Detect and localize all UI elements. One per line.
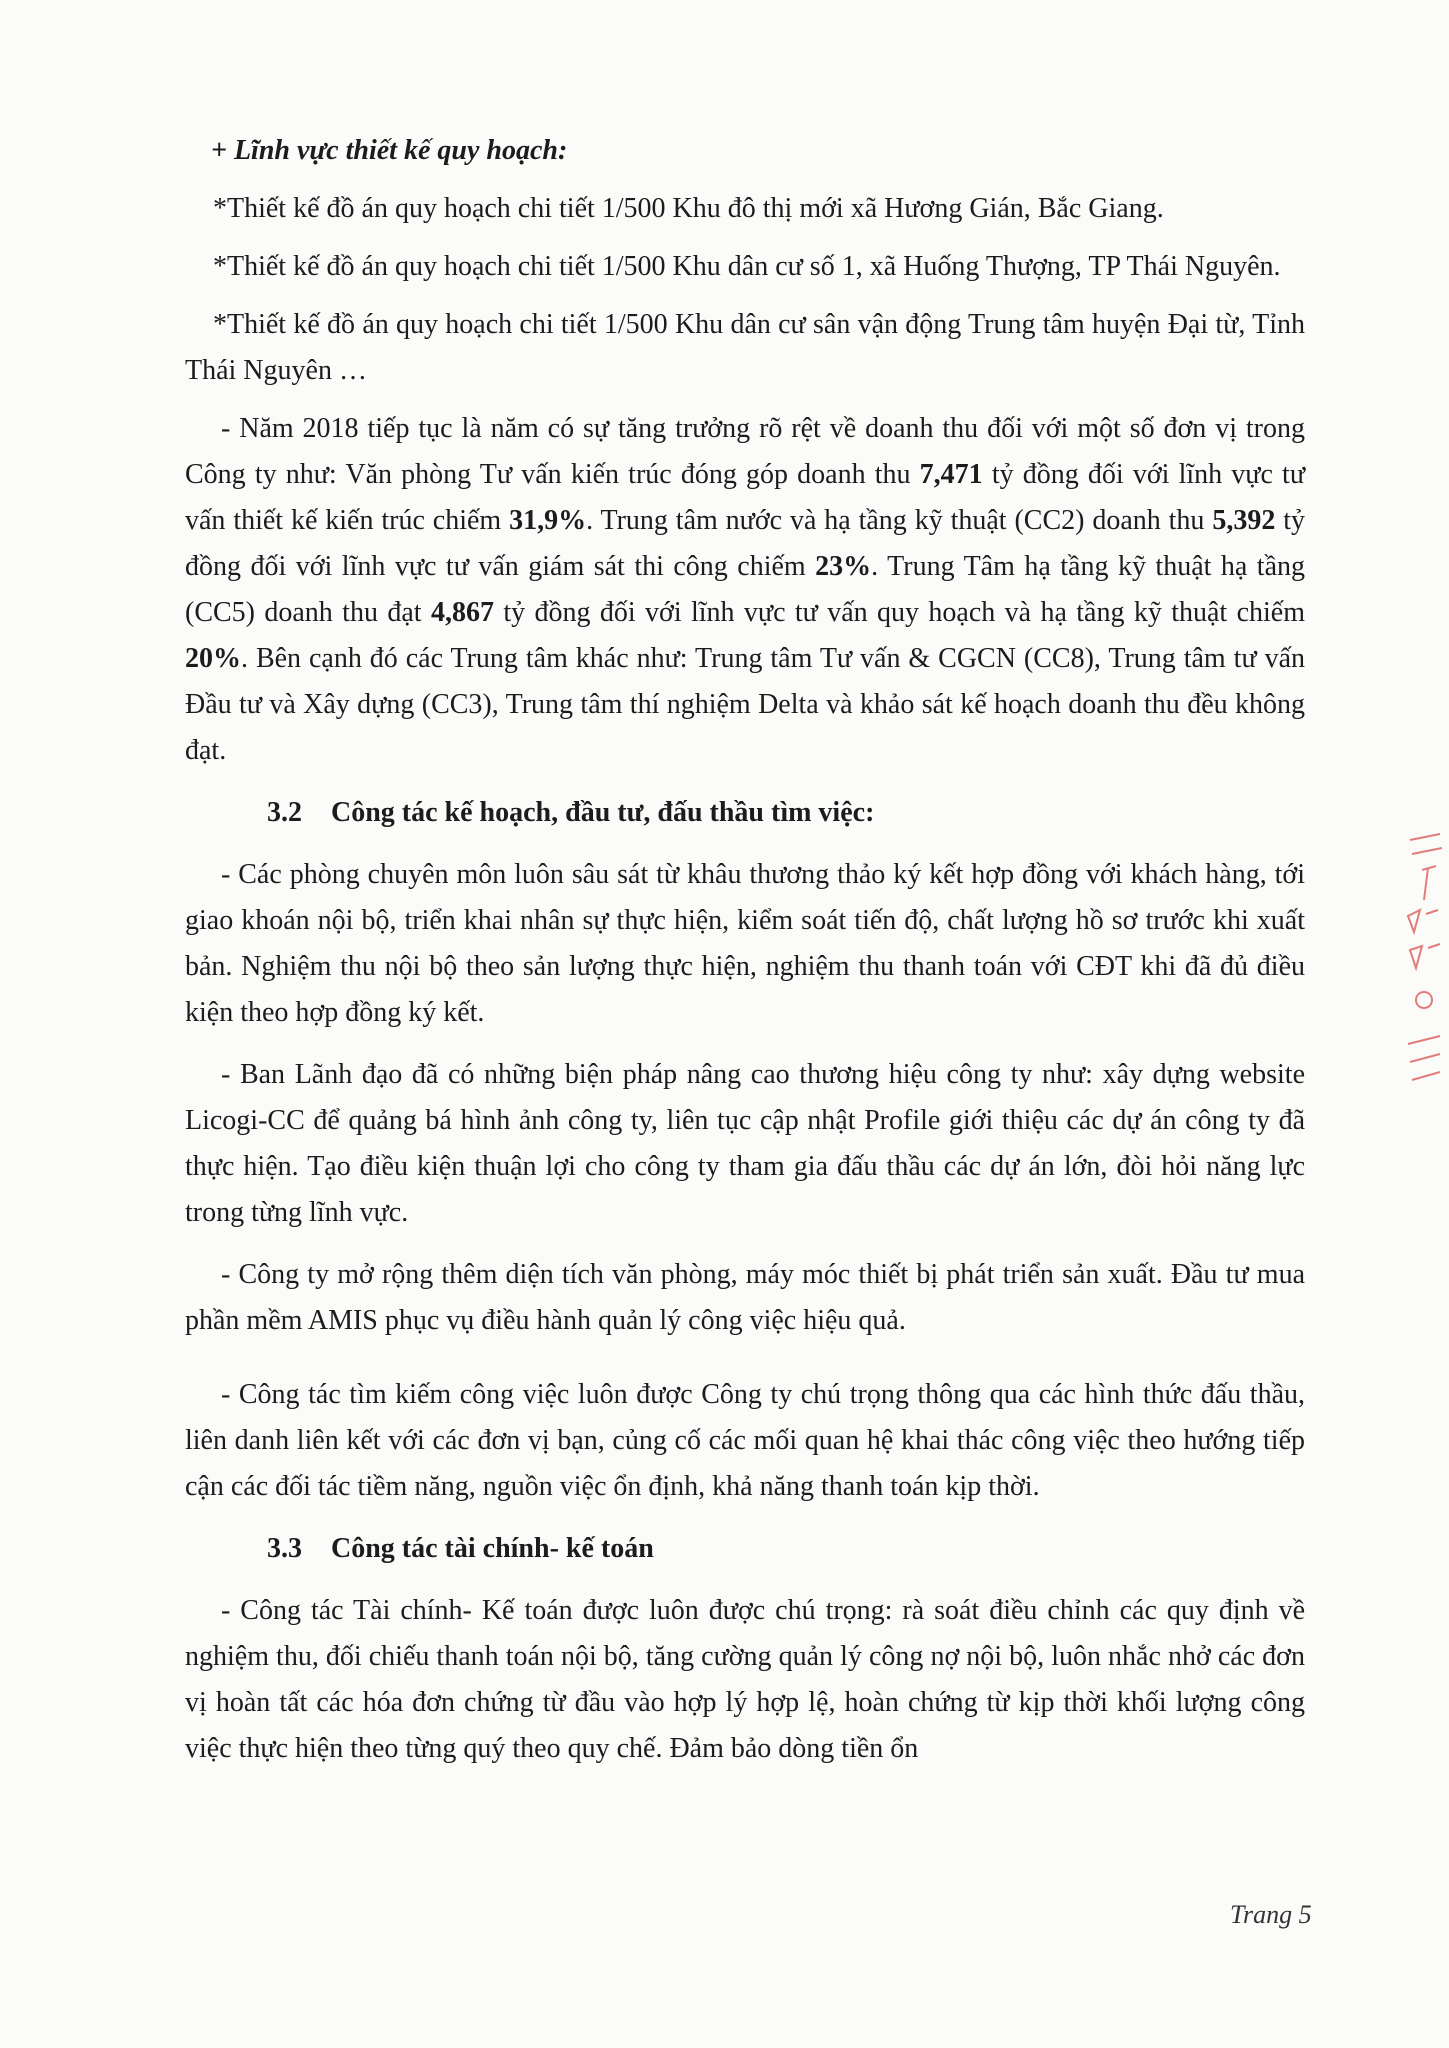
section-heading-3-2	[267, 790, 1305, 836]
section-title: Công tác kế hoạch, đầu tư, đấu thầu tìm việc:	[331, 797, 875, 828]
section-paragraph: - Công ty mở rộng thêm diện tích văn phòng, máy móc thiết bị phát triển sản xuất. Đầu tư mua phần mềm AMIS phục vụ điều hành quản lý công việc hiệu quả.	[185, 1259, 1305, 1336]
section-paragraph: - Ban Lãnh đạo đã có những biện pháp nâng cao thương hiệu công ty như: xây dựng website Licogi-CC để quảng bá hình ảnh công ty, liên tục cập nhật Profile giới thiệu các dự án công ty đã thực hiện. Tạo điều kiện thuận lợi cho công ty tham gia đấu thầu các dự án lớn, đòi hỏi năng lực trong từng lĩnh vực.	[185, 1059, 1305, 1228]
revenue-share: 31,9%	[509, 505, 587, 536]
project-item: *Thiết kế đồ án quy hoạch chi tiết 1/500 Khu dân cư sân vận động Trung tâm huyện Đại từ, Tỉnh Thái Nguyên …	[185, 309, 1305, 386]
subheading-planning-design: + Lĩnh vực thiết kế quy hoạch:	[211, 135, 568, 166]
project-item: *Thiết kế đồ án quy hoạch chi tiết 1/500 Khu đô thị mới xã Hương Gián, Bắc Giang.	[213, 193, 1164, 224]
section-heading-3-3	[267, 1526, 1305, 1572]
section-paragraph: - Công tác tìm kiếm công việc luôn được Công ty chú trọng thông qua các hình thức đấu thầu, liên danh liên kết với các đơn vị bạn, củng cố các mối quan hệ khai thác công việc theo hướng tiếp cận các đối tác tiềm năng, nguồn việc ổn định, khả năng thanh toán kịp thời.	[185, 1379, 1305, 1502]
revenue-value: 4,867	[430, 597, 494, 628]
section-paragraph: - Các phòng chuyên môn luôn sâu sát từ khâu thương thảo ký kết hợp đồng với khách hàng, tới giao khoán nội bộ, triển khai nhân sự thực hiện, kiểm soát tiến độ, chất lượng hồ sơ trước khi xuất bản. Nghiệm thu nội bộ theo sản lượng thực hiện, nghiệm thu thanh toán với CĐT khi đã đủ điều kiện theo hợp đồng ký kết.	[185, 859, 1305, 1028]
page-number: Trang 5	[1230, 1900, 1312, 1929]
project-item: *Thiết kế đồ án quy hoạch chi tiết 1/500 Khu dân cư số 1, xã Huống Thượng, TP Thái Nguyên.	[213, 251, 1281, 282]
section-paragraph: - Công tác Tài chính- Kế toán được luôn được chú trọng: rà soát điều chỉnh các quy định về nghiệm thu, đối chiếu thanh toán nội bộ, tăng cường quản lý công nợ nội bộ, luôn nhắc nhở các đơn vị hoàn tất các hóa đơn chứng từ đầu vào hợp lý hợp lệ, hoàn chứng từ kịp thời khối lượng công việc thực hiện theo từng quý theo quy chế. Đảm bảo dòng tiền ổn	[185, 1595, 1305, 1764]
section-number: 3.3	[267, 1533, 302, 1564]
revenue-share: 23%	[815, 551, 872, 582]
revenue-paragraph: - Năm 2018 tiếp tục là năm có sự tăng trưởng rõ rệt về doanh thu đối với một số đơn vị trong Công ty như: Văn phòng Tư vấn kiến trúc đóng góp doanh thu 7,471 tỷ đồng đối với lĩnh vực tư vấn thiết kế kiến trúc chiếm 31,9%. Trung tâm nước và hạ tầng kỹ thuật (CC2) doanh thu 5,392 tỷ đồng đối với lĩnh vực tư vấn giám sát thi công chiếm 23%. Trung Tâm hạ tầng kỹ thuật hạ tầng (CC5) doanh thu đạt 4,867 tỷ đồng đối với lĩnh vực tư vấn quy hoạch và hạ tầng kỹ thuật chiếm 20%. Bên cạnh đó các Trung tâm khác như: Trung tâm Tư vấn & CGCN (CC8), Trung tâm tư vấn Đầu tư và Xây dựng (CC3), Trung tâm thí nghiệm Delta và khảo sát kế hoạch doanh thu đều không đạt.	[185, 413, 1306, 766]
revenue-share: 20%	[185, 643, 241, 674]
revenue-value: 7,471	[919, 459, 983, 490]
page-body	[185, 128, 1305, 1772]
section-title: Công tác tài chính- kế toán	[331, 1533, 654, 1564]
red-seal-icon	[1400, 830, 1446, 1100]
revenue-value: 5,392	[1212, 505, 1276, 536]
section-number: 3.2	[267, 797, 302, 828]
